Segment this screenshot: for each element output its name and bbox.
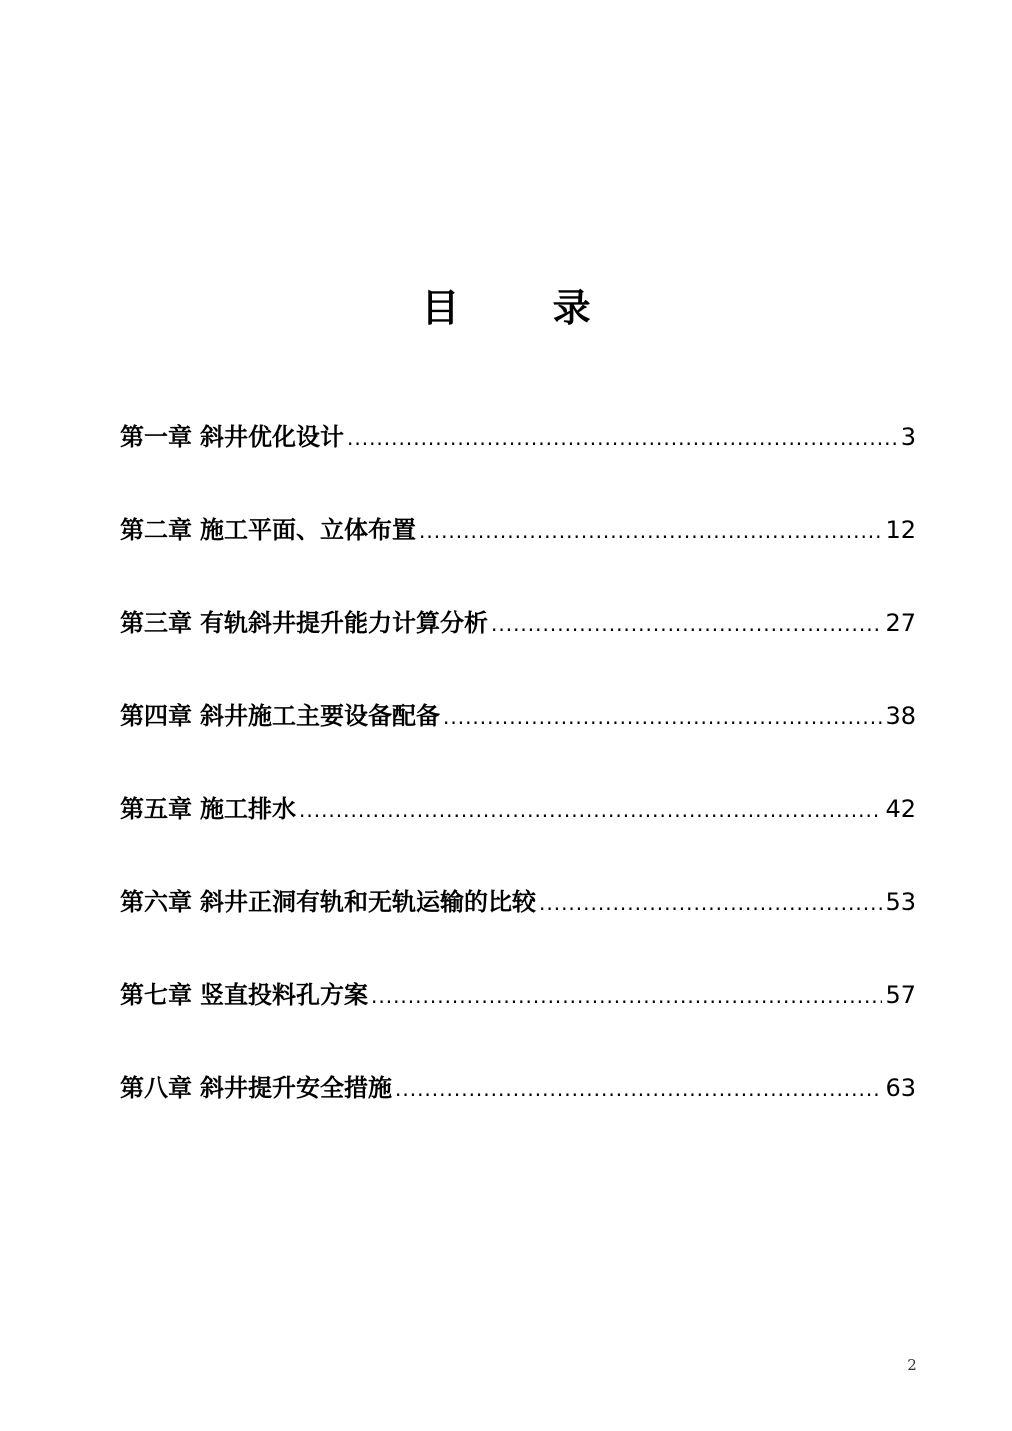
toc-dot-leader: [539, 880, 882, 926]
toc-entry-title: 竖直投料孔方案: [200, 981, 368, 1009]
toc-dot-leader: [395, 1066, 882, 1112]
toc-page-number: 57: [885, 981, 916, 1009]
toc-entry[interactable]: [120, 600, 916, 646]
toc-chapter-label: 第七章: [120, 981, 192, 1009]
toc-chapter-label: 第六章: [120, 888, 192, 916]
toc-chapter-label: 第二章: [120, 516, 192, 544]
toc-entry[interactable]: [120, 1065, 916, 1111]
toc-entry-title: 斜井优化设计: [200, 423, 344, 451]
toc-page-number: 42: [885, 795, 916, 823]
toc-page-number: 53: [885, 888, 916, 916]
toc-entry-title: 斜井提升安全措施: [200, 1074, 392, 1102]
page-title: 目 录: [421, 286, 631, 330]
toc-chapter-label: 第八章: [120, 1074, 192, 1102]
toc-entry-title: 有轨斜井提升能力计算分析: [200, 609, 488, 637]
toc-page-number: 63: [885, 1074, 916, 1102]
toc-entry[interactable]: [120, 879, 916, 925]
toc-dot-leader: [491, 601, 882, 647]
toc-entry-title: 施工排水: [200, 795, 296, 823]
toc-chapter-label: 第五章: [120, 795, 192, 823]
toc-entry[interactable]: [120, 786, 916, 832]
toc-entry-title: 施工平面、立体布置: [200, 516, 416, 544]
table-of-contents: [120, 414, 916, 1158]
toc-chapter-label: 第一章: [120, 423, 192, 451]
toc-dot-leader: [443, 694, 882, 740]
toc-page-number: 27: [885, 609, 916, 637]
toc-dot-leader: [299, 787, 882, 833]
toc-dot-leader: [347, 415, 898, 461]
toc-chapter-label: 第四章: [120, 702, 192, 730]
toc-page-number: 3: [900, 423, 916, 451]
toc-page-number: 12: [885, 516, 916, 544]
toc-page-number: 38: [885, 702, 916, 730]
toc-entry[interactable]: [120, 693, 916, 739]
toc-entry[interactable]: [120, 414, 916, 460]
toc-dot-leader: [419, 508, 882, 554]
toc-entry-title: 斜井施工主要设备配备: [200, 702, 440, 730]
toc-entry[interactable]: [120, 972, 916, 1018]
toc-entry[interactable]: [120, 507, 916, 553]
toc-dot-leader: [371, 973, 882, 1019]
page-footer-number: 2: [907, 1356, 917, 1374]
toc-chapter-label: 第三章: [120, 609, 192, 637]
toc-entry-title: 斜井正洞有轨和无轨运输的比较: [200, 888, 536, 916]
